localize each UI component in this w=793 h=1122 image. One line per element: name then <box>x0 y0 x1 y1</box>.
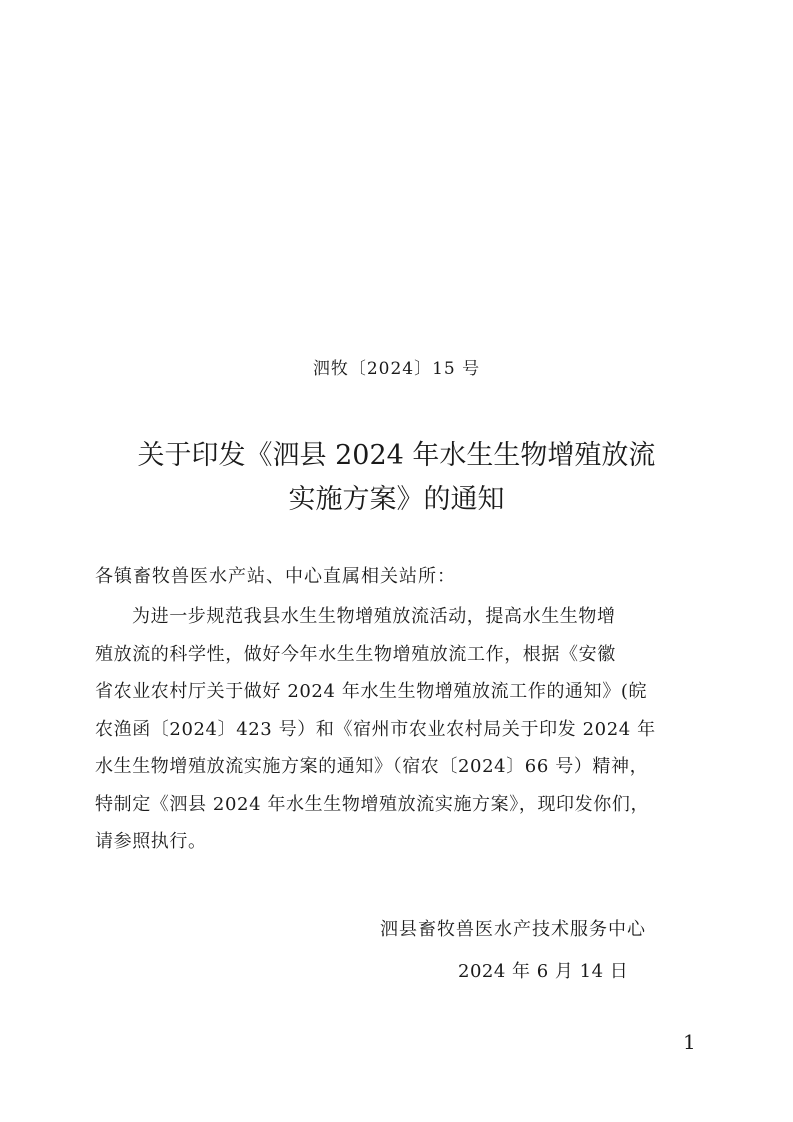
body-line: 省农业农村厅关于做好 2024 年水生生物增殖放流工作的通知》(皖 <box>95 681 648 702</box>
body-line: 水生生物增殖放流实施方案的通知》（宿农〔2024〕66 号）精神， <box>95 756 649 777</box>
body-paragraph <box>95 598 703 861</box>
body-line: 请参照执行。 <box>95 831 207 852</box>
document-title <box>0 434 793 522</box>
page-number: 1 <box>683 1030 696 1054</box>
body-line: 农渔函〔2024〕423 号）和《宿州市农业农村局关于印发 2024 年 <box>95 718 656 740</box>
document-number: 泗牧〔2024〕15 号 <box>312 359 481 379</box>
title-line: 关于印发《泗县 2024 年水生生物增殖放流 <box>137 440 656 471</box>
body-line: 为进一步规范我县水生生物增殖放流活动，提高水生生物增 <box>132 606 616 627</box>
issuer-signature: 泗县畜牧兽医水产技术服务中心 <box>380 919 646 940</box>
title-line: 实施方案》的通知 <box>288 484 505 515</box>
salutation: 各镇畜牧兽医水产站、中心直属相关站所： <box>95 566 456 587</box>
body-line: 特制定《泗县 2024 年水生生物增殖放流实施方案》，现印发你们， <box>95 793 650 815</box>
body-line: 殖放流的科学性，做好今年水生生物增殖放流工作，根据《安徽 <box>95 643 616 665</box>
issue-date: 2024 年 6 月 14 日 <box>458 961 629 982</box>
